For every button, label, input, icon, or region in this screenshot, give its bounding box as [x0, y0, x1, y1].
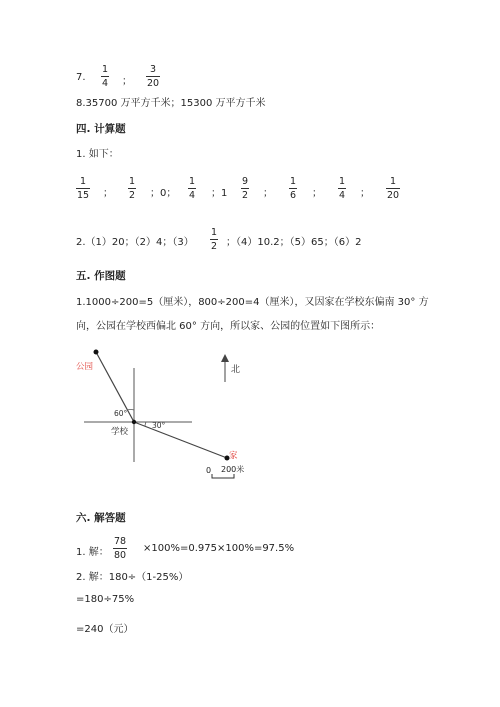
denominator: 2	[211, 241, 218, 252]
denominator: 4	[189, 190, 196, 201]
park-label: 公园	[76, 362, 94, 372]
denominator: 20	[147, 78, 160, 89]
calc-1-separator: ；	[263, 188, 273, 199]
denominator: 4	[102, 78, 109, 89]
school-point	[132, 420, 136, 424]
denominator: 4	[339, 190, 346, 201]
answer-1-fraction	[113, 536, 127, 561]
calc-1-separator: ；0；	[150, 188, 177, 199]
numerator: 1	[80, 176, 87, 187]
numerator: 1	[339, 176, 346, 187]
answer-2-line-1: 2. 解：180÷（1-25%）	[76, 572, 189, 583]
north-arrow-head	[221, 354, 229, 362]
calc-2-prefix: 2.（1）20；（2）4；（3）	[76, 237, 194, 248]
denominator: 6	[290, 190, 297, 201]
denominator: 2	[129, 190, 136, 201]
park-point	[94, 350, 99, 355]
q7-separator: ；	[122, 76, 132, 87]
calc-1-separator: ；	[103, 188, 113, 199]
numerator: 1	[390, 176, 397, 187]
denominator: 80	[114, 550, 127, 561]
calc-1-separator: ；1	[211, 188, 228, 199]
north-label: 北	[231, 365, 241, 375]
answer-1-calculation: ×100%=0.975×100%=97.5%	[143, 543, 295, 554]
denominator: 15	[77, 190, 90, 201]
calc-1-separator: ；	[360, 188, 370, 199]
calc-1-label: 1. 如下：	[76, 149, 119, 160]
scale-length-label: 200米	[221, 465, 245, 474]
draw-1-line-2: 向，公园在学校西偏北 60° 方向，所以家、公园的位置如下图所示：	[76, 321, 381, 332]
numerator: 1	[189, 176, 196, 187]
numerator: 1	[129, 176, 136, 187]
scale-bar	[212, 474, 234, 478]
answer-1-prefix: 1. 解：	[76, 547, 109, 558]
angle-30-arc	[145, 422, 146, 426]
numerator: 1	[211, 227, 218, 238]
answer-2-line-3: =240（元）	[76, 624, 134, 635]
answer-2-line-2: =180÷75%	[76, 594, 135, 605]
q8-answer: 8.35700 万平方千米；15300 万平方千米	[76, 98, 266, 109]
q7-label: 7.	[76, 72, 86, 83]
home-direction-line	[134, 422, 227, 458]
angle-60-label: 60°	[114, 409, 128, 418]
numerator: 78	[114, 536, 127, 547]
section-4-title: 四. 计算题	[76, 123, 126, 135]
denominator: 2	[242, 190, 249, 201]
numerator: 1	[102, 64, 109, 75]
section-5-title: 五. 作图题	[76, 270, 126, 282]
numerator: 1	[290, 176, 297, 187]
scale-zero-label: 0	[206, 466, 212, 475]
angle-60-arc	[127, 409, 134, 410]
angle-30-label: 30°	[152, 421, 166, 430]
section-6-title: 六. 解答题	[76, 512, 126, 524]
numerator: 3	[150, 64, 157, 75]
home-label: 家	[229, 451, 238, 461]
school-label: 学校	[111, 427, 129, 437]
calc-1-separator: ；	[312, 188, 322, 199]
denominator: 20	[387, 190, 400, 201]
draw-1-line-1: 1.1000÷200=5（厘米），800÷200=4（厘米），又因家在学校东偏南 30° 方	[76, 297, 429, 308]
numerator: 9	[242, 176, 249, 187]
calc-2-suffix: ；（4）10.2；（5）65；（6）2	[226, 237, 362, 248]
